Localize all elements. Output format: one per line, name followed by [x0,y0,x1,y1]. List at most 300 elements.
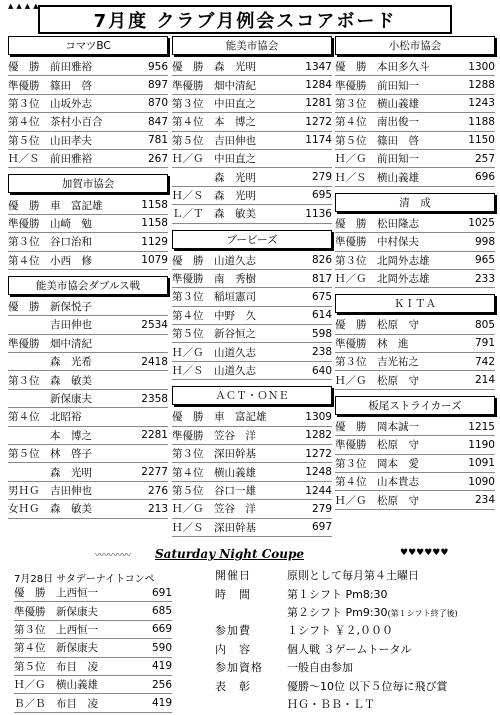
score-row [335,353,495,371]
player-name: 横山義雄 [56,679,98,692]
score-row [8,500,168,518]
player-name: 松原 守 [377,494,419,507]
rank-label: 第５位 [172,485,204,497]
score-row [8,427,168,445]
score-value: 257 [474,152,495,165]
score-row [172,205,332,223]
player-name: 林 進 [377,337,409,350]
score-value: 640 [311,364,332,377]
score-row [172,343,332,361]
rank-label: Ｈ／Ｓ [172,365,204,378]
player-name: 本田多久斗 [377,61,430,74]
score-value: 1090 [468,475,495,488]
score-value: 695 [311,189,332,202]
section-header: ＫＩＴＡ [335,294,495,313]
player-name: 新保康夫 [56,605,98,618]
rank-label: 第３位 [8,97,40,110]
rank-label: 第４位 [335,116,367,129]
score-row [8,298,168,316]
rank-label: 準優勝 [335,337,367,350]
rank-label: 準優勝 [8,217,40,230]
player-name: 前田知一 [377,153,419,166]
rank-label: 優 勝 [172,254,204,267]
player-name: 山道久志 [214,254,256,267]
score-row [8,233,168,251]
score-value: 267 [147,152,168,165]
player-name: 山本貴志 [377,476,419,489]
player-name: 森 光明 [214,189,256,202]
player-name: 中田直之 [214,97,256,110]
section [335,396,495,510]
player-name: 松原 守 [377,319,419,332]
rank-label: 準優勝 [8,79,40,92]
score-row [335,252,495,270]
score-value: 1244 [305,484,332,497]
banner-decoration-right: ♥♥♥♥♥♥ [400,548,449,558]
player-name: 吉田伸也 [50,485,92,497]
score-row [8,408,168,426]
score-value: 1288 [468,79,495,92]
rank-label: 準優勝 [335,439,367,452]
score-row [172,445,332,463]
info-value: ＨＧ・ＢＢ・ＬＴ [287,697,375,711]
score-value: 1174 [305,134,332,147]
score-value: 279 [311,502,332,515]
score-row [14,584,172,602]
score-value: 1079 [141,254,168,267]
info-value: 原則として毎月第４土曜日 [287,569,419,583]
score-row [172,307,332,325]
player-name: 前田雅裕 [50,153,92,166]
player-name: 車 富記雄 [50,199,103,212]
player-name: 松原 守 [377,374,419,387]
info-key: 参加資格 [215,661,263,675]
rank-label: 第４位 [8,116,40,129]
score-value: 276 [147,484,168,497]
score-row [8,335,168,353]
info-value: 優勝〜10位 以下５位毎に飛び賞 [287,679,448,693]
info-key: 参加費 [215,624,251,638]
score-value: 847 [147,115,168,128]
player-name: 篠田 啓 [377,134,419,147]
player-name: 畑中清紀 [214,79,256,92]
score-row [14,676,172,694]
rank-label: Ｈ／Ｓ [172,189,204,202]
player-name: 新保康夫 [56,642,98,655]
player-name: 上西恒一 [56,587,98,600]
score-row [335,316,495,334]
score-value: 1243 [468,97,495,110]
score-row [172,482,332,500]
info-row [215,566,495,584]
rank-label: 第４位 [335,476,367,489]
rank-label: 優 勝 [335,61,367,74]
rank-label: Ｈ／Ｇ [172,503,204,516]
info-key: 表 彰 [215,679,251,693]
score-row [172,76,332,94]
rank-label: 第５位 [8,448,40,461]
rank-label: Ｈ／Ｓ [8,153,40,166]
score-row [8,371,168,389]
score-row [335,132,495,150]
player-name: 畑中清紀 [50,337,92,350]
rank-label: 第３位 [14,623,46,636]
score-value: 2277 [141,466,168,479]
score-row [172,168,332,186]
player-name: 森 光明 [214,61,256,74]
rank-label: Ｈ／Ｇ [335,273,367,286]
score-row [8,196,168,214]
rank-label: 第５位 [172,328,204,341]
score-value: 1248 [305,466,332,479]
rank-label: 準優勝 [8,337,40,350]
score-value: 1091 [468,457,495,470]
score-value: 213 [147,502,168,515]
rank-label: Ｈ／Ｇ [335,153,367,166]
rank-label: 優 勝 [172,411,204,424]
player-name: 小西 修 [50,254,92,267]
player-name: 深田幹基 [214,521,256,534]
score-value: 598 [311,327,332,340]
rank-label: 男ＨＧ [8,485,40,497]
score-row [172,288,332,306]
score-row [8,482,168,500]
player-name: 北岡外志雄 [377,254,430,267]
score-row [8,252,168,270]
rank-label: 優 勝 [172,61,204,74]
rank-label: Ｈ／Ｓ [172,521,204,534]
score-row [172,252,332,270]
rank-label: 準優勝 [335,79,367,92]
score-value: 1309 [305,410,332,423]
score-value: 1025 [468,217,495,230]
player-name: 吉光祐之 [377,356,419,369]
player-name: 北岡外志雄 [377,273,430,286]
rank-label: 第５位 [172,134,204,147]
section-header: コマツBC [8,36,168,55]
rank-label: 第５位 [335,134,367,147]
player-name: 本 博之 [50,429,92,442]
page-title: 7月度 クラブ月例会スコアボード [38,5,452,34]
info-row [215,676,495,694]
rank-label: Ｈ／Ｇ [335,374,367,387]
score-row [335,436,495,454]
score-value: 1129 [141,235,168,248]
info-key: 開催日 [215,569,251,583]
info-key: 内 容 [215,642,251,656]
player-name: 笠谷 洋 [214,503,256,516]
score-row [8,132,168,150]
section-header: ブービーズ [172,230,332,249]
score-value: 1272 [305,447,332,460]
info-note: (第１シフト終了後) [387,608,458,618]
player-name: 新保康夫 [50,393,92,406]
player-name: 中村保夫 [377,236,419,249]
player-name: 上西恒一 [56,623,98,636]
score-row [335,270,495,288]
rank-label: 第３位 [172,448,204,461]
rank-label: 第３位 [172,291,204,304]
player-name: 谷口一雄 [214,485,256,497]
score-row [335,491,495,509]
rank-label: 第３位 [8,374,40,387]
score-row [335,76,495,94]
rank-label: 優 勝 [335,217,367,230]
rank-label: 第４位 [172,466,204,479]
player-name: 岡本誠一 [377,421,419,434]
player-name: 山坂外志 [50,97,92,110]
info-row [215,658,495,676]
score-row [172,150,332,168]
player-name: 林 啓子 [50,448,92,461]
score-value: 669 [151,623,172,636]
info-row [215,695,495,713]
player-name: 布目 凌 [56,660,98,673]
player-name: 車 富記雄 [214,411,267,424]
rank-label: 優 勝 [8,61,40,74]
player-name: 松田隆志 [377,217,419,230]
player-name: 南出俊一 [377,116,419,129]
player-name: 前田雅裕 [50,61,92,74]
info-row [215,584,495,602]
player-name: 篠田 啓 [50,79,92,92]
player-name: 南 秀樹 [214,273,256,286]
rank-label: 準優勝 [335,236,367,249]
rank-label: 優 勝 [335,421,367,434]
score-value: 214 [474,374,495,387]
section [172,230,332,381]
player-name: 松原 守 [377,439,419,452]
section [8,276,168,519]
score-value: 998 [474,235,495,248]
score-row [14,639,172,657]
score-value: 870 [147,97,168,110]
score-value: 614 [311,309,332,322]
score-row [8,113,168,131]
rank-label: Ｂ／Ｂ [14,697,46,710]
score-value: 256 [151,678,172,691]
rank-label: 女ＨＧ [8,503,40,516]
score-row [335,233,495,251]
player-name: 森 敏美 [50,503,92,516]
player-name: 森 光明 [50,466,92,479]
score-value: 742 [474,355,495,368]
score-row [8,353,168,371]
player-name: 山道久志 [214,365,256,378]
score-row [172,463,332,481]
score-row [8,215,168,233]
info-key: 時 間 [215,587,251,601]
event-info [215,566,495,713]
rank-label: 第３位 [8,236,40,249]
info-value: 第１シフト Pm8:30 [287,587,388,601]
rank-label: 第４位 [172,116,204,129]
player-name: 横山義雄 [214,466,256,479]
section-header: 加賀市協会 [8,174,168,193]
section-header: 能美市協会 [172,36,332,55]
score-value: 675 [311,290,332,303]
score-row [14,602,172,620]
rank-label: 第４位 [8,411,40,424]
score-value: 1190 [468,438,495,451]
score-row [8,445,168,463]
score-value: 234 [474,494,495,507]
player-name: 山田孝夫 [50,134,92,147]
score-value: 696 [474,171,495,184]
section-header: 清 成 [335,193,495,212]
info-value: 一般自由参加 [287,661,353,675]
score-row [172,95,332,113]
player-name: 吉田伸也 [50,319,92,332]
rank-label: 優 勝 [14,587,46,600]
rank-label: 第４位 [172,309,204,322]
score-row [172,270,332,288]
score-row [8,58,168,76]
score-value: 1215 [468,420,495,433]
rank-label: 第３位 [335,457,367,470]
score-value: 691 [151,586,172,599]
score-row [335,58,495,76]
score-row [172,58,332,76]
score-row [335,150,495,168]
score-value: 1272 [305,115,332,128]
score-value: 1281 [305,97,332,110]
section [172,36,332,224]
section-header: 能美市協会ダブルス戦 [8,276,168,295]
player-name: 吉田伸也 [214,134,256,147]
player-name: 稲垣憲司 [214,291,256,304]
score-value: 781 [147,134,168,147]
rank-label: Ｈ／Ｇ [14,679,46,692]
rank-label: 準優勝 [172,429,204,442]
score-row [8,316,168,334]
score-row [172,113,332,131]
score-value: 1136 [305,207,332,220]
rank-label: 優 勝 [8,301,40,314]
score-row [172,500,332,518]
score-row [14,658,172,676]
section [8,36,168,168]
score-value: 805 [474,318,495,331]
score-row [8,150,168,168]
info-value: １シフト ￥２,０００ [287,624,393,638]
section [335,193,495,289]
rank-label: 第５位 [14,660,46,673]
score-row [8,95,168,113]
score-value: 697 [311,521,332,534]
player-name: 茶村小百合 [50,116,103,129]
player-name: 森 光希 [50,356,92,369]
player-name: 森 敏美 [50,374,92,387]
player-name: 本 博之 [214,116,256,129]
score-value: 1347 [305,60,332,73]
score-row [8,390,168,408]
score-value: 897 [147,79,168,92]
section-header: 板尾ストライカーズ [335,396,495,415]
score-value: 1158 [141,199,168,212]
info-value: 個人戦 ３ゲームトータル [287,642,412,656]
score-value: 419 [151,660,172,673]
score-row [335,418,495,436]
player-name: 森 光明 [214,171,256,184]
section [172,386,332,537]
saturday-night-logo: Saturday Night Coupe [155,547,305,561]
rank-label: 第３位 [335,254,367,267]
score-row [335,168,495,186]
player-name: 新谷恒之 [214,328,256,341]
rank-label: Ｈ／Ｇ [172,153,204,166]
rank-label: Ｈ／Ｇ [335,494,367,507]
corner-decoration: ▲▲▲▲ [8,2,42,10]
score-row [335,113,495,131]
score-row [335,215,495,233]
score-value: 1188 [468,115,495,128]
player-name: 笠谷 洋 [214,429,256,442]
score-row [172,519,332,537]
score-value: 2358 [141,392,168,405]
snc-results [14,584,172,713]
rank-label: 優 勝 [8,199,40,212]
score-value: 1150 [468,134,495,147]
player-name: 山道久志 [214,346,256,359]
score-value: 2418 [141,355,168,368]
column-2 [172,36,332,543]
saturday-night-banner [0,545,500,565]
score-value: 965 [474,254,495,267]
score-value: 2281 [141,429,168,442]
rank-label: Ｈ／Ｇ [172,346,204,359]
score-value: 279 [311,171,332,184]
score-value: 1282 [305,429,332,442]
player-name: 横山義雄 [377,171,419,184]
score-row [172,325,332,343]
score-row [172,362,332,380]
player-name: 谷口治和 [50,236,92,249]
player-name: 中田直之 [214,153,256,166]
score-row [172,187,332,205]
info-value: 第２シフト Pm9:30(第１シフト終了後) [287,605,458,619]
column-1 [8,36,168,525]
score-value: 685 [151,605,172,618]
score-value: 1284 [305,79,332,92]
rank-label: 準優勝 [172,273,204,286]
score-value: 2534 [141,318,168,331]
score-value: 817 [311,272,332,285]
score-row [335,473,495,491]
rank-label: 第３位 [335,356,367,369]
score-row [335,371,495,389]
player-name: 森 敏美 [214,208,256,221]
player-name: 横山義雄 [377,97,419,110]
column-3 [335,36,495,516]
banner-decoration-left: 〰〰〰〰 [95,551,132,561]
score-value: 1158 [141,217,168,230]
score-value: 826 [311,254,332,267]
score-value: 419 [151,697,172,710]
snc-header: 7月28日 サタデーナイトコンペ [14,574,155,585]
score-value: 956 [147,60,168,73]
section [335,36,495,187]
score-row [335,455,495,473]
score-row [14,694,172,712]
player-name: 深田幹基 [214,448,256,461]
player-name: 新保悦子 [50,301,92,314]
player-name: 岡本 愛 [377,457,419,470]
score-value: 791 [474,337,495,350]
section-header: 小松市協会 [335,36,495,55]
player-name: 布目 凌 [56,697,98,710]
score-value: 233 [474,272,495,285]
